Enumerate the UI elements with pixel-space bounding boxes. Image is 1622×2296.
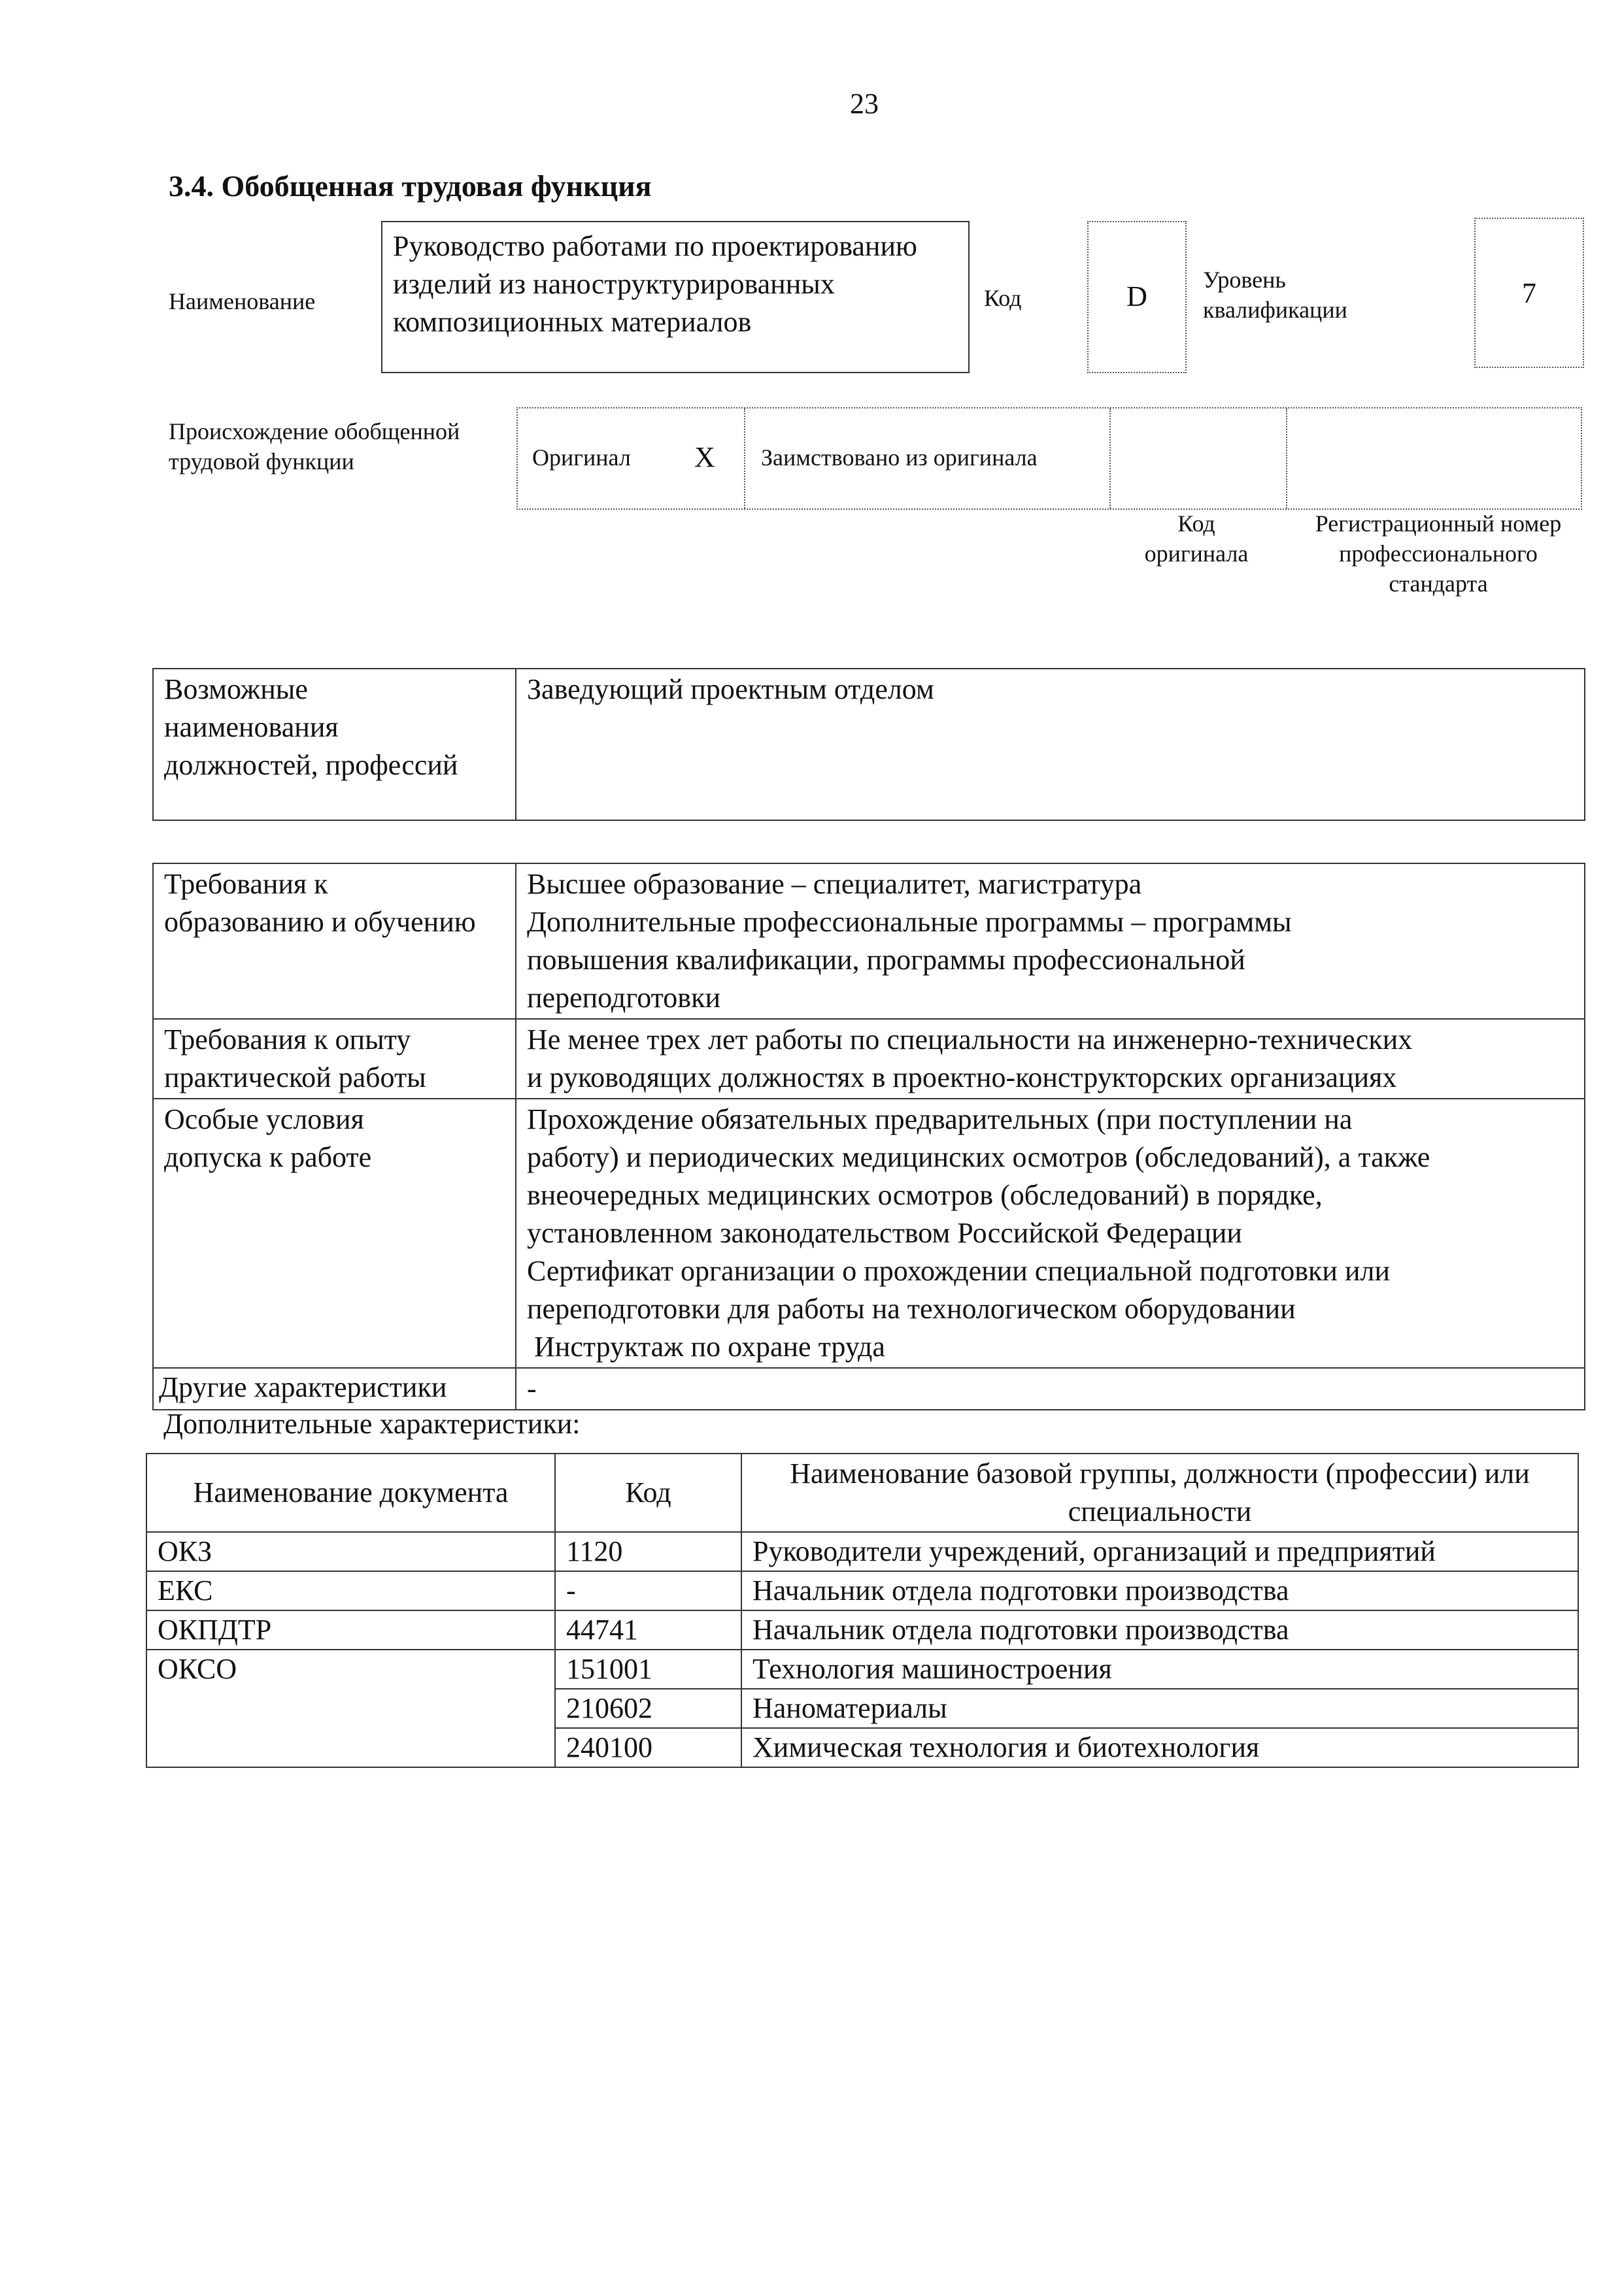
level-label: Уровень квалификации	[1203, 267, 1347, 323]
cell-doc: ОКПДТР	[146, 1610, 555, 1650]
line: -	[527, 1373, 537, 1405]
cell-doc: ЕКС	[146, 1571, 555, 1610]
name-label: Наименование	[169, 288, 316, 314]
requirement-label: Требования к образованию и обучению	[153, 863, 516, 1019]
column-header: Код	[555, 1454, 741, 1532]
cell-doc: ОКСО	[146, 1650, 555, 1767]
line: установленном законодательством Российской Федерации	[527, 1217, 1242, 1249]
table-row	[146, 1650, 1578, 1689]
divider	[744, 408, 745, 508]
requirements-table	[152, 863, 1585, 1410]
line: Не менее трех лет работы по специальности на инженерно-технических	[527, 1023, 1413, 1056]
cell-doc: ОКЗ	[146, 1532, 555, 1571]
line: Сертификат организации о прохождении специальной подготовки или	[527, 1255, 1391, 1287]
cell-name: Химическая технология и биотехнология	[741, 1728, 1578, 1767]
cell-name: Начальник отдела подготовки производства	[741, 1571, 1578, 1610]
level-value: 7	[1522, 277, 1536, 309]
cell-code: 210602	[555, 1689, 741, 1728]
divider	[1286, 408, 1287, 508]
line: и руководящих должностях в проектно-конструкторских организациях	[527, 1061, 1397, 1093]
origin-label: Происхождение обобщенной трудовой функции	[169, 418, 460, 474]
cell-name: Руководители учреждений, организаций и предприятий	[741, 1532, 1578, 1571]
cell-name: Технология машиностроения	[741, 1650, 1578, 1689]
line: Инструктаж по охране труда	[527, 1331, 885, 1363]
cell-code: -	[555, 1571, 741, 1610]
reg-number-caption: Регистрационный номер профессионального стандарта	[1315, 510, 1562, 597]
column-header: Наименование базовой группы, должности (профессии) или специальности	[741, 1454, 1578, 1532]
line: внеочередных медицинских осмотров (обследований) в порядке,	[527, 1179, 1323, 1211]
page-number: 23	[850, 88, 879, 120]
requirement-row	[153, 1019, 1585, 1099]
cell-name: Наноматериалы	[741, 1689, 1578, 1728]
original-label: Оригинал	[532, 444, 631, 471]
positions-table	[152, 668, 1585, 821]
positions-label: Возможные наименования должностей, профессий	[153, 669, 516, 820]
name-value: Руководство работами по проектированию изделий из наноструктурированных композиционных материалов	[393, 230, 917, 338]
cell-code: 1120	[555, 1532, 741, 1571]
cell-code: 151001	[555, 1650, 741, 1689]
origin-box	[516, 407, 1582, 510]
requirement-row	[153, 1368, 1585, 1410]
requirement-value	[516, 1019, 1585, 1099]
requirement-row	[153, 863, 1585, 1019]
borrowed-label: Заимствовано из оригинала	[761, 444, 1038, 471]
column-header: Наименование документа	[146, 1454, 555, 1532]
cell-code: 44741	[555, 1610, 741, 1650]
code-original-caption: Код оригинала	[1144, 510, 1249, 567]
table-row	[146, 1532, 1578, 1571]
line: переподготовки	[527, 982, 720, 1014]
code-box	[1087, 221, 1187, 373]
name-box	[381, 221, 970, 373]
requirement-value	[516, 1099, 1585, 1368]
line: Прохождение обязательных предварительных (при поступлении на	[527, 1103, 1353, 1135]
requirement-value	[516, 1368, 1585, 1410]
line: Высшее образование – специалитет, магистратура	[527, 868, 1142, 900]
code-value: D	[1126, 280, 1147, 312]
level-box	[1474, 218, 1584, 368]
line: работу) и периодических медицинских осмотров (обследований), а также	[527, 1141, 1430, 1173]
section-title: 3.4. Обобщенная трудовая функция	[169, 169, 652, 203]
divider	[1109, 408, 1111, 508]
table-row	[146, 1610, 1578, 1650]
code-label: Код	[984, 285, 1022, 311]
positions-value: Заведующий проектным отделом	[516, 669, 1585, 820]
line: Дополнительные профессиональные программы – программы	[527, 906, 1292, 938]
additional-table	[146, 1453, 1579, 1768]
table-row	[146, 1571, 1578, 1610]
requirement-label: Особые условия допуска к работе	[153, 1099, 516, 1368]
cell-name: Начальник отдела подготовки производства	[741, 1610, 1578, 1650]
line: переподготовки для работы на технологическом оборудовании	[527, 1293, 1296, 1325]
additional-title: Дополнительные характеристики:	[163, 1408, 581, 1440]
requirement-label: Другие характеристики	[153, 1368, 516, 1410]
table-header-row	[146, 1454, 1578, 1532]
original-mark: X	[694, 441, 715, 473]
requirement-row	[153, 1099, 1585, 1368]
cell-code: 240100	[555, 1728, 741, 1767]
requirement-value	[516, 863, 1585, 1019]
line: повышения квалификации, программы профессиональной	[527, 944, 1245, 976]
requirement-label: Требования к опыту практической работы	[153, 1019, 516, 1099]
